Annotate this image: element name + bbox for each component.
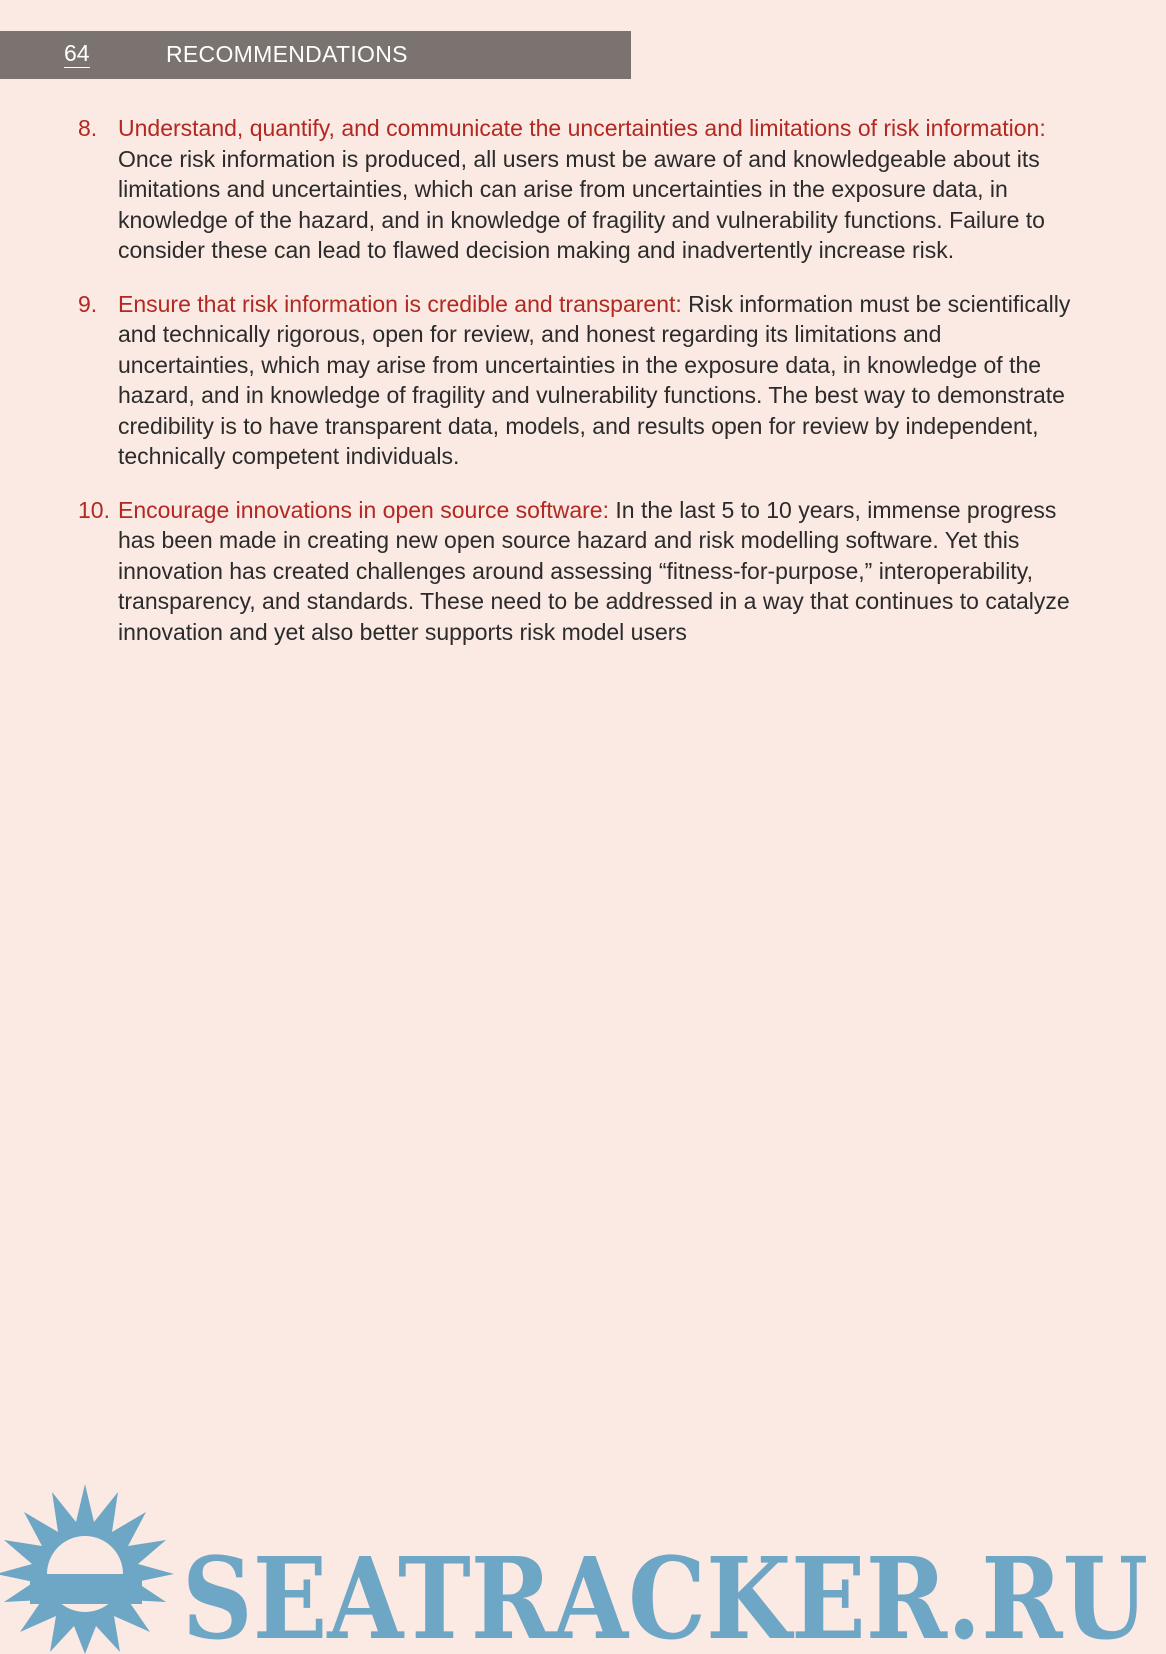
recommendation-body: Risk information must be scientifically and technically rigorous, open for review, and honest regarding its limitations and uncertainties, which may arise from uncertainties in the exposure data, in knowledge of the hazard, and in knowledge of fragility and vulnerability functions. The best way to demonstrate credibility is to have transparent data, models, and results open for review by independent, technically competent individuals. (118, 290, 1071, 469)
recommendation-body: In the last 5 to 10 years, immense progress has been made in creating new open source hazard and risk modelling software. Yet this innovation has created challenges around assessing “fitness-for-purpose,” interoperability, transparency, and standards. These need to be addressed in a way that continues to catalyze innovation and yet also better supports risk model users (118, 496, 1070, 645)
recommendation-heading: Understand, quantify, and communicate the uncertainties and limitations of risk information: (118, 115, 1046, 141)
section-title: RECOMMENDATIONS (166, 41, 408, 67)
page-number: 64 (64, 40, 90, 66)
recommendation-body: Once risk information is produced, all users must be aware of and knowledgeable about its limitations and uncertainties, which can arise from uncertainties in the exposure data, in knowledge of the hazard, and in knowledge of fragility and vulnerability functions. Failure to consider these can lead to flawed decision making and inadvertently increase risk. (118, 145, 1045, 263)
recommendation-item (78, 113, 1078, 266)
recommendation-item (78, 289, 1078, 472)
recommendation-heading: Ensure that risk information is credible and transparent: (118, 290, 682, 317)
watermark-text: SEATRACKER.RU (182, 1534, 1148, 1654)
page-header-bar (0, 31, 631, 79)
watermark-logo (0, 1480, 1166, 1654)
recommendation-item (78, 495, 1078, 648)
recommendation-number: 9. (78, 290, 98, 317)
recommendation-number: 10. (78, 496, 110, 523)
recommendation-heading: Encourage innovations in open source software: (118, 496, 609, 523)
sun-horizon-icon (30, 1574, 142, 1604)
recommendation-number: 8. (78, 115, 98, 141)
recommendations-list (78, 113, 1078, 670)
